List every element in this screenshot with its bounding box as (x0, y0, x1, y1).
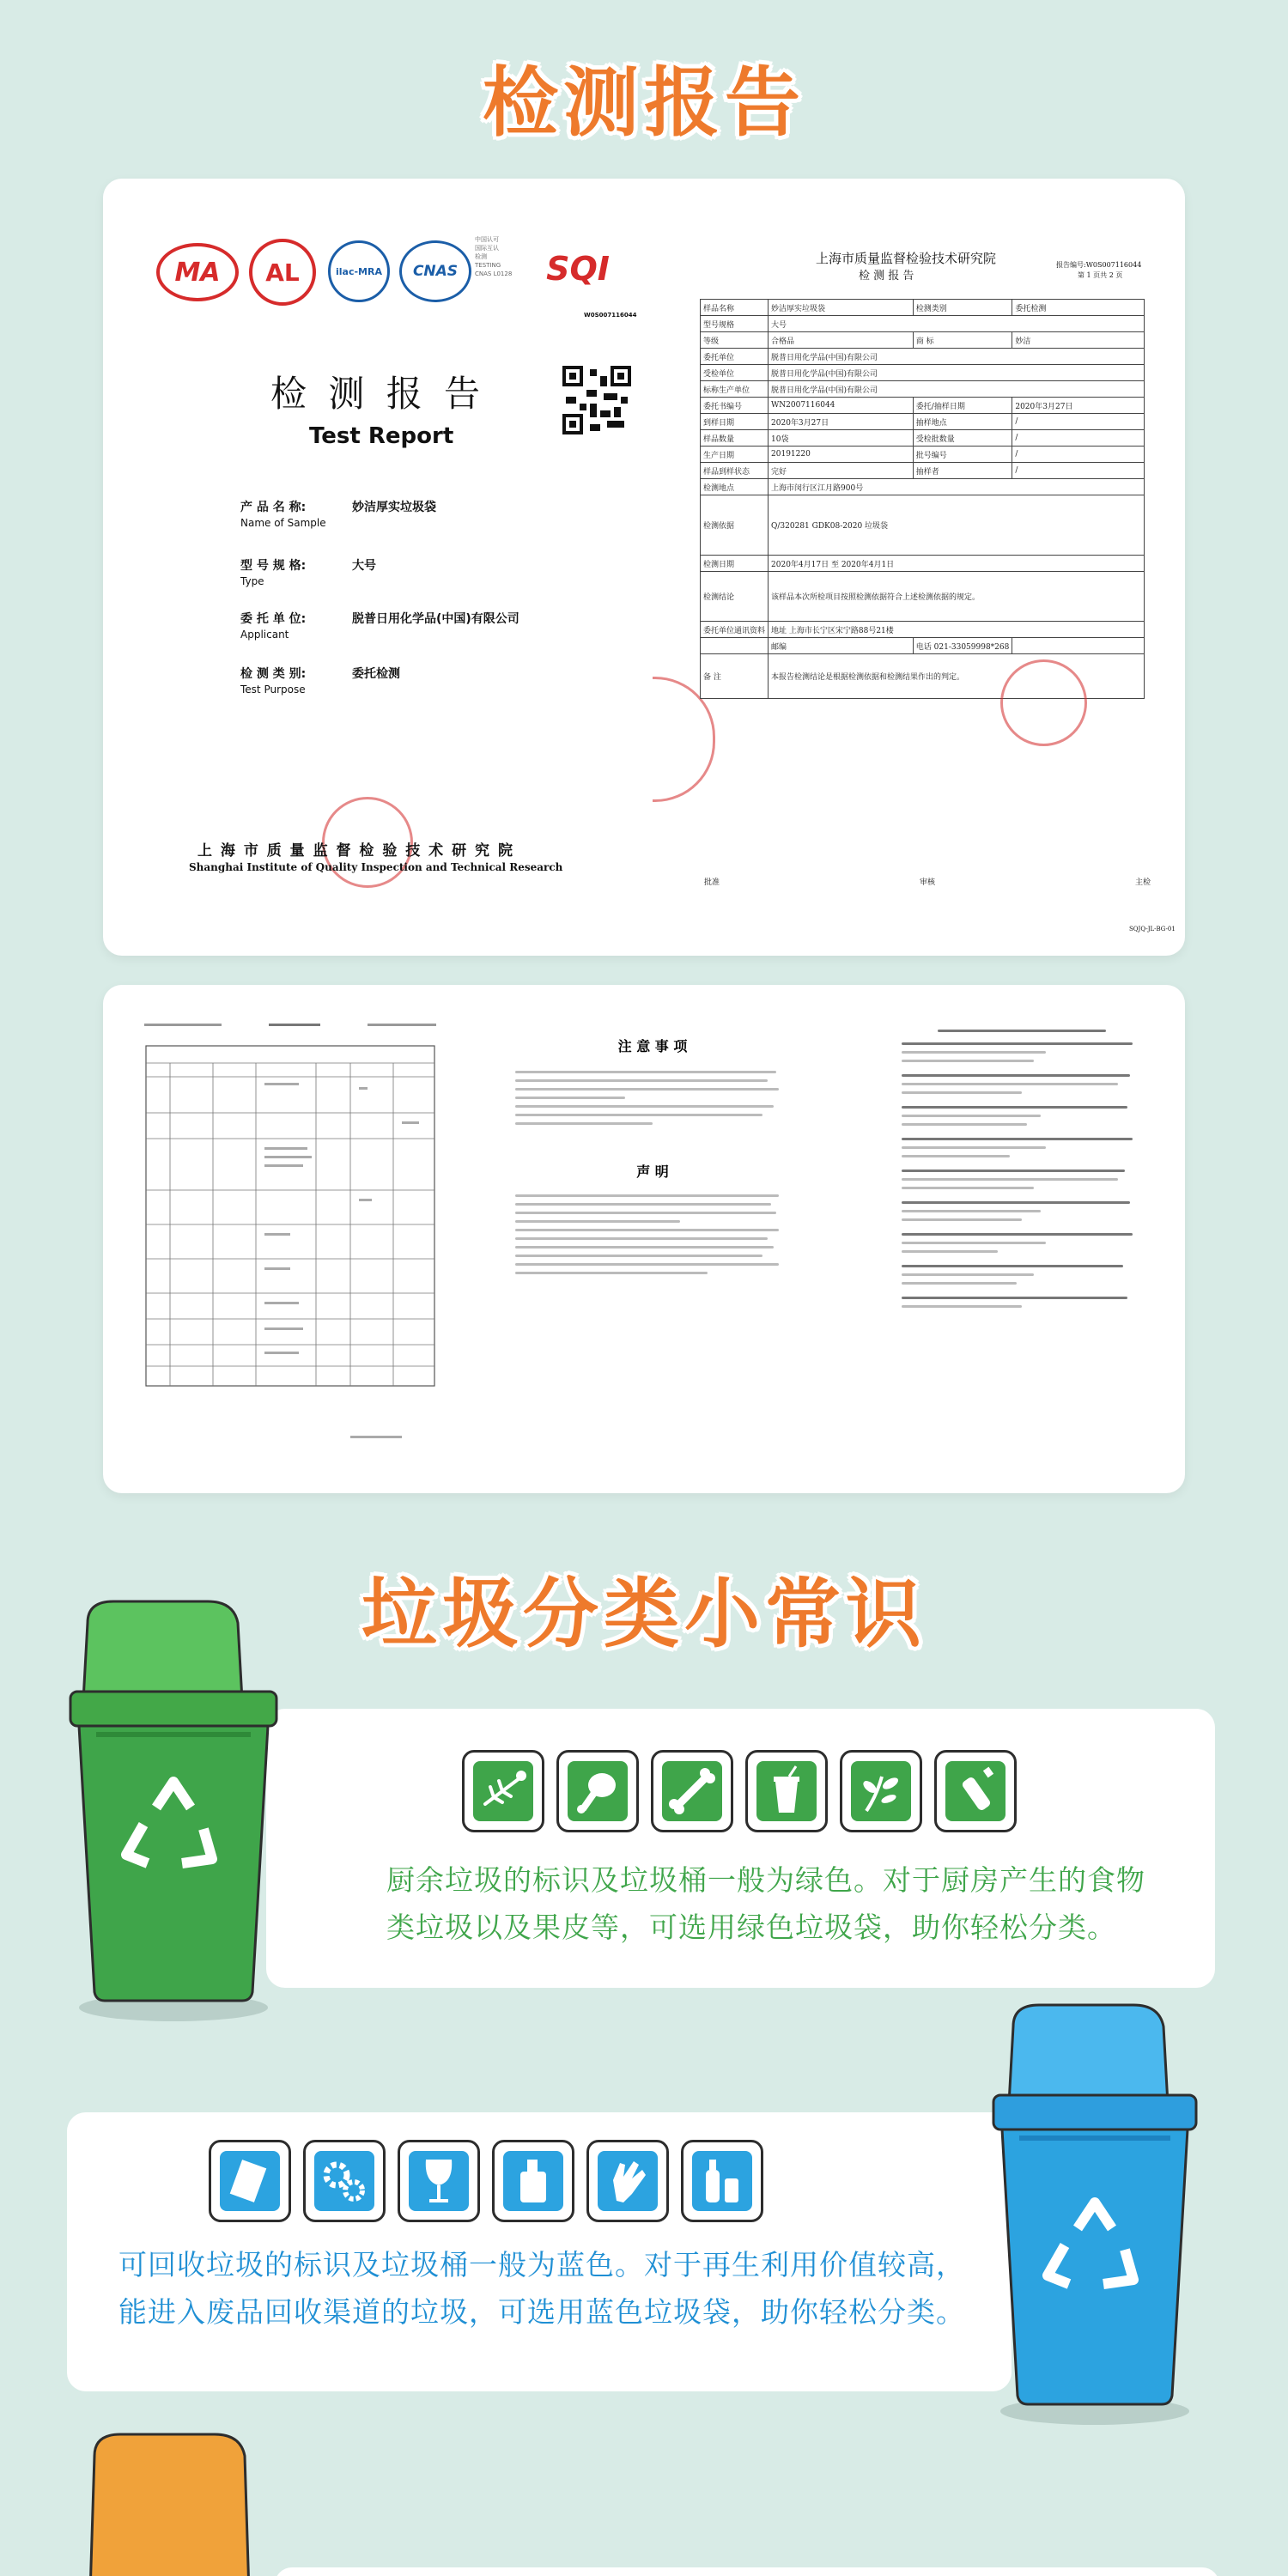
statement-title: 声 明 (636, 1163, 669, 1180)
report-table-cell: 脱普日用化学品(中国)有限公司 (769, 365, 1145, 381)
report-footer-code: SQJQ-JL-BG-01 (1129, 926, 1176, 933)
report-table-row (701, 398, 1145, 414)
report-table-cell: 妙洁厚实垃圾袋 (769, 300, 914, 316)
report-table-cell: / (1012, 447, 1145, 463)
report-table-cell: 电话 021-33059998*268 (913, 638, 1012, 654)
signature-row: 批准 审核 主检 (704, 878, 1151, 887)
doc-thumbnail-table (144, 1024, 436, 1457)
tips-section-title: 垃圾分类小常识 (361, 1570, 927, 1658)
report-table-cell: 2020年3月27日 (1012, 398, 1145, 414)
report-table-cell: 合格品 (769, 332, 914, 349)
paper-icon (209, 2140, 291, 2222)
report-table-row (701, 479, 1145, 495)
report-table-row (701, 300, 1145, 316)
doc-thumbnail-address-list (902, 1024, 1142, 1457)
drumstick-icon (556, 1750, 639, 1832)
report-table-cell: 商 标 (913, 332, 1012, 349)
report-table-cell: 样品名称 (701, 300, 769, 316)
report-table-cell: 批号编号 (913, 447, 1012, 463)
report-table-cell: 完好 (769, 463, 914, 479)
report-table-cell (701, 638, 769, 654)
doc-thumbnail-notice (515, 1024, 790, 1457)
report-table-row (701, 572, 1145, 622)
report-table-cell: 抽样地点 (913, 414, 1012, 430)
report-table-cell: 委托/抽样日期 (913, 398, 1012, 414)
documents-card (103, 985, 1185, 1493)
report-table-cell: 该样品本次所检项目按照检测依据符合上述检测依据的规定。 (769, 572, 1145, 622)
gear-icon (303, 2140, 386, 2222)
bone-icon (651, 1750, 733, 1832)
report-table-row (701, 414, 1145, 430)
leaf-branch-icon (840, 1750, 922, 1832)
kitchen-waste-description: 厨余垃圾的标识及垃圾桶一般为绿色。对于厨房产生的食物类垃圾以及果皮等，可选用绿色垃圾袋，助你轻松分类。 (386, 1863, 1145, 1944)
field-sample-name: 产 品 名 称: 妙洁厚实垃圾袋 Name of Sample (240, 501, 436, 529)
recyclable-waste-card (67, 2112, 1012, 2391)
cal-logo: AL (249, 239, 316, 306)
report-table-row (701, 316, 1145, 332)
notice-title: 注 意 事 项 (617, 1038, 688, 1054)
report-table-cell: 10袋 (769, 430, 914, 447)
report-table-cell: 抽样者 (913, 463, 1012, 479)
report-table-row (701, 556, 1145, 572)
ilac-logo: ilac-MRA (328, 240, 390, 302)
report-table-cell (1012, 638, 1145, 654)
glove-icon (586, 2140, 669, 2222)
wine-glass-icon (398, 2140, 480, 2222)
report-table-cell: / (1012, 463, 1145, 479)
report-table-cell: WN2007116044 (769, 398, 914, 414)
report-table-cell: 标称生产单位 (701, 381, 769, 398)
report-seal-stamp (1000, 659, 1087, 746)
report-table-cell: 委托检测 (1012, 300, 1145, 316)
next-tip-card (275, 2567, 1219, 2576)
report-table-cell: 检测结论 (701, 572, 769, 622)
report-table-cell: 型号规格 (701, 316, 769, 332)
report-table-cell: 样品数量 (701, 430, 769, 447)
report-table-cell: 妙洁 (1012, 332, 1145, 349)
report-table-cell: / (1012, 414, 1145, 430)
report-table-cell: 样品到样状态 (701, 463, 769, 479)
report-table-cell: / (1012, 430, 1145, 447)
recyclable-waste-description: 可回收垃圾的标识及垃圾桶一般为蓝色。对于再生利用价值较高，能进入废品回收渠道的垃圾，可选用蓝色垃圾袋，助你轻松分类。 (118, 2248, 965, 2329)
report-table-cell: 检测依据 (701, 495, 769, 556)
report-table-cell: 等级 (701, 332, 769, 349)
report-table-cell: 生产日期 (701, 447, 769, 463)
orange-trash-bin (69, 2421, 283, 2576)
drink-cup-icon (745, 1750, 828, 1832)
report-section-title: 检测报告 (482, 58, 805, 147)
blue-trash-bin (983, 2001, 1206, 2430)
report-page-ref: 报告编号:W0S007116044 (1056, 261, 1142, 269)
report-table-cell: 备 注 (701, 654, 769, 699)
report-table-cell: 受检批数量 (913, 430, 1012, 447)
report-page-subheader: 检 测 报 告 (859, 270, 914, 283)
report-table-cell: 2020年4月17日 至 2020年4月1日 (769, 556, 1145, 572)
report-table-row (701, 381, 1145, 398)
report-table-cell: 2020年3月27日 (769, 414, 914, 430)
report-table-cell: 地址 上海市长宁区宋宁路88号21楼 (769, 622, 1145, 638)
report-table-cell: 本报告检测结论是根据检测依据和检测结果作出的判定。 (769, 654, 1145, 699)
report-table-cell: 委托单位通讯资料 (701, 622, 769, 638)
certificate-card (103, 179, 1185, 956)
green-trash-bin (62, 1597, 285, 2026)
report-table-cell: 20191220 (769, 447, 914, 463)
report-table (700, 299, 1145, 699)
report-number: W0S007116044 (584, 312, 637, 319)
cnas-note: 中国认可 国际互认 检测 TESTING CNAS L0128 (475, 236, 513, 277)
certificate-title-en: Test Report (309, 423, 454, 449)
report-table-row (701, 447, 1145, 463)
cnas-logo: CNAS (399, 240, 471, 302)
report-table-row (701, 463, 1145, 479)
report-table-cell: 检测地点 (701, 479, 769, 495)
report-table-row (701, 638, 1145, 654)
bottle-icon (934, 1750, 1017, 1832)
report-table-row (701, 430, 1145, 447)
institute-name-cn: 上 海 市 质 量 监 督 检 验 技 术 研 究 院 (197, 842, 514, 860)
detergent-bottle-icon (492, 2140, 574, 2222)
kitchen-waste-card (266, 1709, 1215, 1988)
institute-name-en: Shanghai Institute of Quality Inspection and Technical Research (189, 861, 563, 873)
report-table-cell: 检测日期 (701, 556, 769, 572)
report-table-row (701, 495, 1145, 556)
report-table-cell: 受检单位 (701, 365, 769, 381)
report-table-row (701, 332, 1145, 349)
report-table-cell: 检测类别 (913, 300, 1012, 316)
report-table-cell: 委托单位 (701, 349, 769, 365)
report-page-number: 第 1 页共 2 页 (1078, 271, 1123, 279)
certificate-title-cn: 检 测 报 告 (270, 373, 486, 415)
cma-logo: MA (156, 243, 239, 301)
report-table-row (701, 622, 1145, 638)
report-table-cell: 上海市闵行区江月路900号 (769, 479, 1145, 495)
bottle-can-icon (681, 2140, 763, 2222)
sqi-logo: SQI (546, 250, 610, 288)
report-table-cell: 邮编 (769, 638, 914, 654)
qr-code (562, 366, 631, 434)
fish-bone-icon (462, 1750, 544, 1832)
report-table-cell: 到样日期 (701, 414, 769, 430)
report-table-cell: 委托书编号 (701, 398, 769, 414)
report-table-container (700, 299, 1145, 883)
field-applicant: 委 托 单 位: 脱普日用化学品(中国)有限公司 Applicant (240, 612, 519, 641)
report-table-row (701, 365, 1145, 381)
report-table-row (701, 349, 1145, 365)
report-table-cell: 脱普日用化学品(中国)有限公司 (769, 349, 1145, 365)
report-table-cell: Q/320281 GDK08-2020 垃圾袋 (769, 495, 1145, 556)
report-table-cell: 大号 (769, 316, 1145, 332)
field-type: 型 号 规 格: 大号 Type (240, 559, 376, 587)
report-page-header: 上海市质量监督检验技术研究院 (816, 251, 997, 266)
field-test-purpose: 检 测 类 别: 委托检测 Test Purpose (240, 667, 400, 696)
report-table-cell: 脱普日用化学品(中国)有限公司 (769, 381, 1145, 398)
